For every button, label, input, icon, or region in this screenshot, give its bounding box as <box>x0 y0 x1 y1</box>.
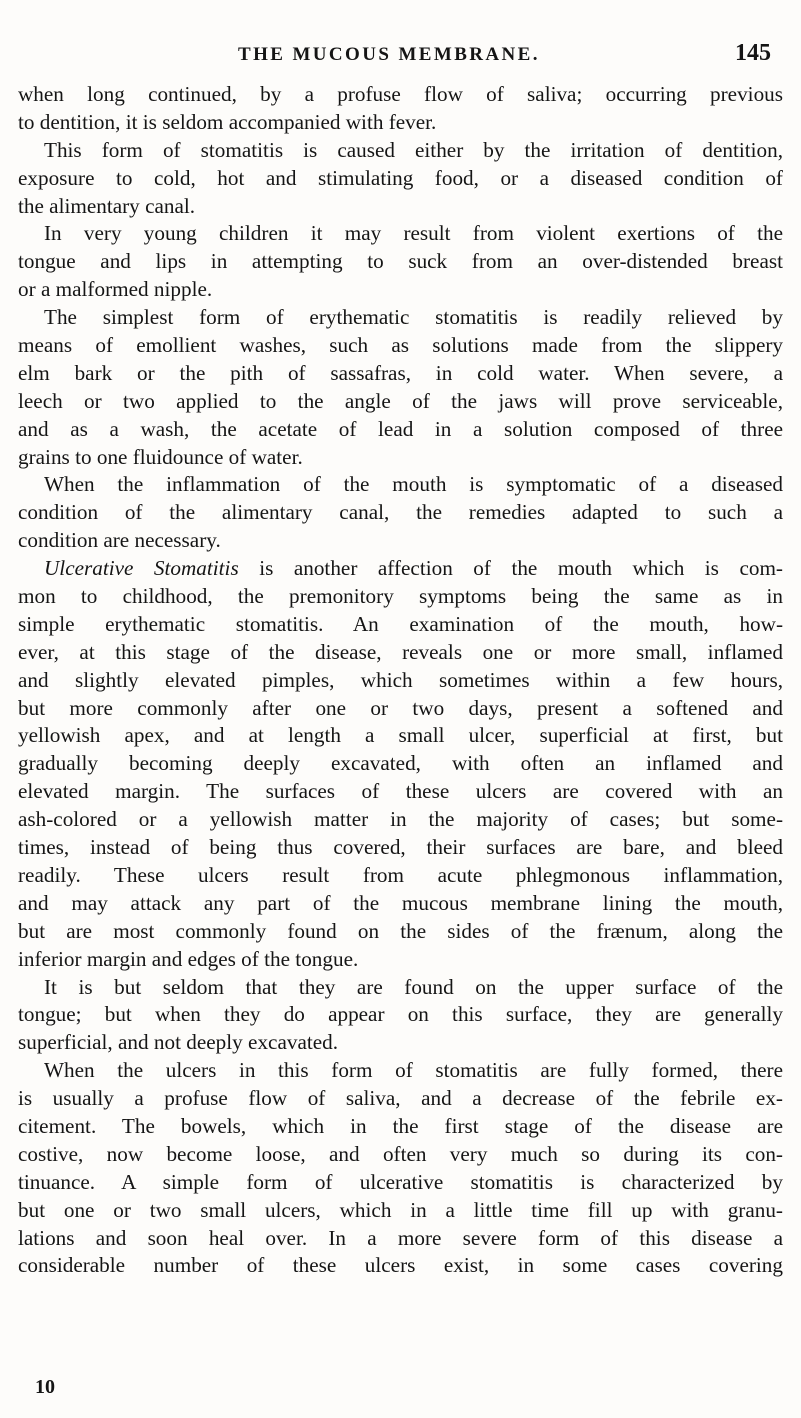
text-line: grains to one fluidounce of water. <box>18 444 303 469</box>
text-line: simple erythematic stomatitis. An examination of the mouth, how- <box>18 611 783 636</box>
text-line: tinuance. A simple form of ulcerative stomatitis is characterized by <box>18 1169 783 1194</box>
text-line: when long continued, by a profuse flow of saliva; occurring previous <box>18 82 783 106</box>
text-line: to dentition, it is seldom accompanied with fever. <box>18 109 437 134</box>
text-line: In very young children it may result from violent exertions of the <box>44 221 783 246</box>
text-line: elevated margin. The surfaces of these ulcers are covered with an <box>18 779 783 804</box>
body-text <box>18 81 783 1280</box>
text-line: tongue and lips in attempting to suck from an over-distended breast <box>18 249 783 274</box>
text-line: and slightly elevated pimples, which sometimes within a few hours, <box>18 667 783 692</box>
text-line: Ulcerative Stomatitis is another affection of the mouth which is com- <box>44 556 783 581</box>
text-line: but more commonly after one or two days, present a softened and <box>18 695 783 720</box>
text-line: ash-colored or a yellowish matter in the majority of cases; but some- <box>18 807 783 832</box>
text-line: but are most commonly found on the sides of the frænum, along the <box>18 918 783 943</box>
text-line: means of emollient washes, such as solutions made from the slippery <box>18 333 783 358</box>
text-line: condition are necessary. <box>18 528 221 553</box>
text-line: inferior margin and edges of the tongue. <box>18 946 359 971</box>
text-line: lations and soon heal over. In a more severe form of this disease a <box>18 1225 783 1250</box>
text-line: ever, at this stage of the disease, reveals one or more small, inflamed <box>18 639 783 664</box>
text-line: readily. These ulcers result from acute phlegmonous inflammation, <box>18 862 783 887</box>
text-line: citement. The bowels, which in the first stage of the disease are <box>18 1113 783 1138</box>
text-line: When the ulcers in this form of stomatitis are fully formed, there <box>44 1058 783 1083</box>
text-line: condition of the alimentary canal, the remedies adapted to such a <box>18 500 783 525</box>
text-line: When the inflammation of the mouth is symptomatic of a diseased <box>44 472 783 497</box>
text-line: costive, now become loose, and often very much so during its con- <box>18 1141 783 1166</box>
text-line: The simplest form of erythematic stomatitis is readily relieved by <box>44 305 783 330</box>
text-line: mon to childhood, the premonitory symptoms being the same as in <box>18 584 783 609</box>
text-line: superficial, and not deeply excavated. <box>18 1030 339 1055</box>
text-line: yellowish apex, and at length a small ulcer, superficial at first, but <box>18 723 783 748</box>
text-line: is usually a profuse flow of saliva, and a decrease of the febrile ex- <box>18 1086 783 1111</box>
text-line: but one or two small ulcers, which in a little time fill up with granu- <box>18 1197 783 1222</box>
text-line: elm bark or the pith of sassafras, in cold water. When severe, a <box>18 360 783 385</box>
text-line: leech or two applied to the angle of the jaws will prove serviceable, <box>18 388 783 413</box>
text-line: and may attack any part of the mucous membrane lining the mouth, <box>18 890 783 915</box>
text-line: It is but seldom that they are found on the upper surface of the <box>44 974 783 999</box>
signature-mark: 10 <box>35 1376 55 1398</box>
text-line: gradually becoming deeply excavated, with often an inflamed and <box>18 751 783 776</box>
text-line: exposure to cold, hot and stimulating food, or a diseased condition of <box>18 165 783 190</box>
page-header <box>0 40 801 72</box>
text-line: times, instead of being thus covered, their surfaces are bare, and bleed <box>18 835 783 860</box>
text-line: This form of stomatitis is caused either by the irritation of dentition, <box>44 137 783 162</box>
text-line: or a malformed nipple. <box>18 277 213 302</box>
page-number: 145 <box>735 40 771 66</box>
text-line: and as a wash, the acetate of lead in a solution composed of three <box>18 416 783 441</box>
text-line: tongue; but when they do appear on this surface, they are generally <box>18 1002 783 1027</box>
italic-term: Ulcerative Stomatitis <box>44 556 239 581</box>
text-line: the alimentary canal. <box>18 193 196 218</box>
running-head: THE MUCOUS MEMBRANE. <box>238 44 540 65</box>
text-line: considerable number of these ulcers exist, in some cases covering <box>18 1253 783 1278</box>
